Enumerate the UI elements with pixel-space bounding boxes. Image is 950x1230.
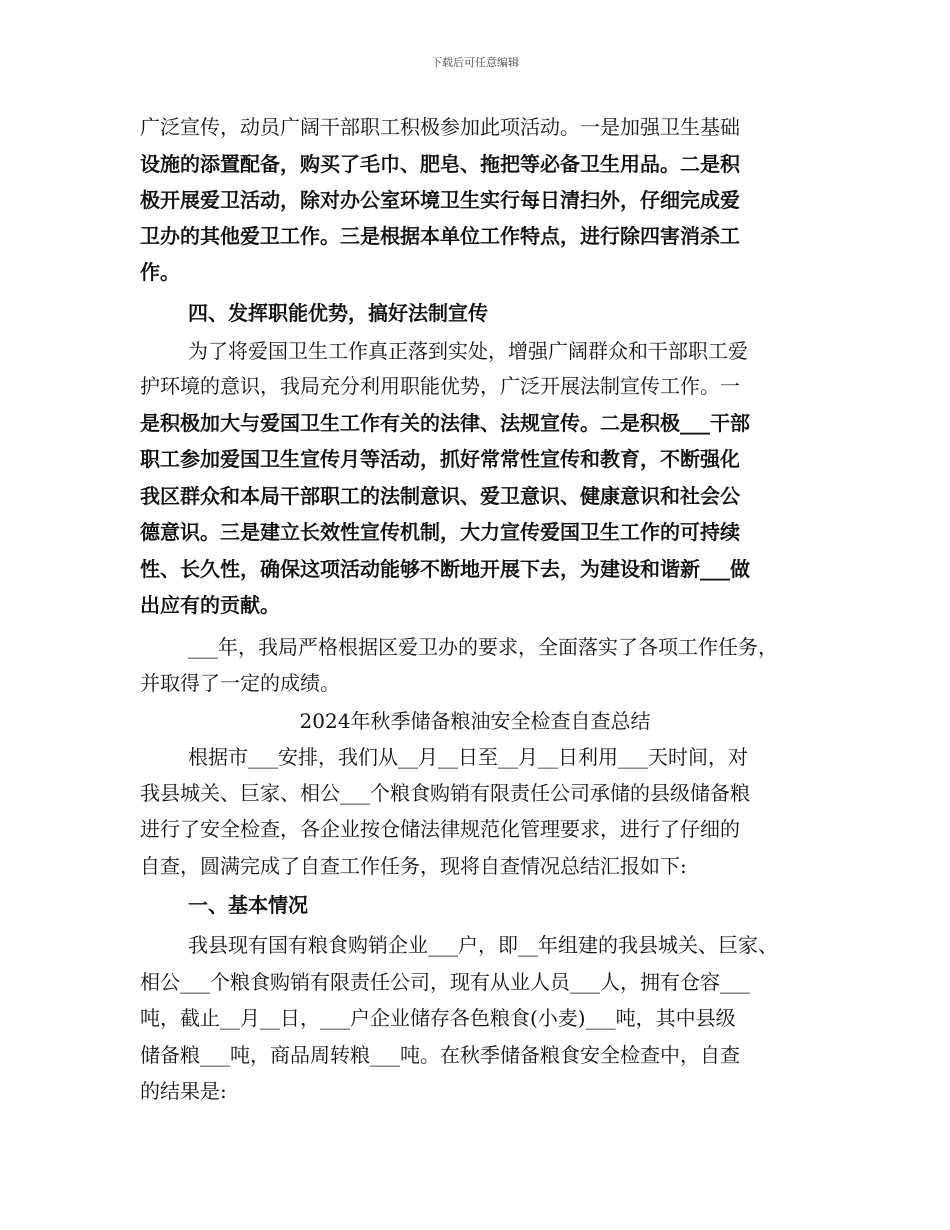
paragraph-line: 储备粮___吨，商品周转粮___吨。在秋季储备粮食安全检查中，自查 (140, 1043, 740, 1067)
paragraph-line: 我区群众和本局干部职工的法制意识、爱卫意识、健康意识和社会公 (140, 484, 740, 508)
paragraph-line: 根据市___安排，我们从__月__日至__月__日利用___天时间，对 (188, 745, 748, 769)
paragraph-line: 职工参加爱国卫生宣传月等活动，抓好常常性宣传和教育，不断强化 (140, 447, 740, 471)
paragraph-line: 设施的添置配备，购买了毛巾、肥皂、拖把等必备卫生用品。二是积 (140, 152, 740, 176)
paragraph-line: 为了将爱国卫生工作真正落到实处，增强广阔群众和干部职工爱 (188, 339, 748, 363)
paragraph-line: 德意识。三是建立长效性宣传机制，大力宣传爱国卫生工作的可持续 (140, 520, 740, 544)
paragraph-line: 出应有的贡献。 (140, 593, 280, 617)
paragraph-line: 自查，圆满完成了自查工作任务，现将自查情况总结汇报如下: (140, 854, 687, 878)
section-heading: 四、发挥职能优势，搞好法制宣传 (188, 301, 488, 325)
paragraph-line: 并取得了一定的成绩。 (140, 671, 340, 695)
paragraph-line: 进行了安全检查，各企业按仓储法律规范化管理要求，进行了仔细的 (140, 817, 740, 841)
paragraph-line: 作。 (140, 260, 180, 284)
paragraph-line: 相公___个粮食购销有限责任公司，现有从业人员___人，拥有仓容___ (140, 970, 750, 994)
paragraph-line: 极开展爱卫活动，除对办公室环境卫生实行每日清扫外，仔细完成爱 (140, 188, 740, 212)
paragraph-line: ___年，我局严格根据区爱卫办的要求，全面落实了各项工作任务， (188, 635, 778, 659)
paragraph-line: 我县城关、巨家、相公___个粮食购销有限责任公司承储的县级储备粮 (140, 781, 750, 805)
paragraph-line: 的结果是: (140, 1079, 227, 1103)
paragraph-line: 卫办的其他爱卫工作。三是根据本单位工作特点，进行除四害消杀工 (140, 224, 740, 248)
page-header: 下载后可任意编辑 (431, 56, 519, 69)
paragraph-line: 广泛宣传，动员广阔干部职工积极参加此项活动。一是加强卫生基础 (140, 115, 740, 139)
paragraph-line: 是积极加大与爱国卫生工作有关的法律、法规宣传。二是积极___干部 (140, 411, 750, 435)
paragraph-line: 我县现有国有粮食购销企业___户，即__年组建的我县城关、巨家、 (188, 933, 778, 957)
paragraph-line: 护环境的意识，我局充分利用职能优势，广泛开展法制宣传工作。一 (140, 374, 740, 398)
section-heading: 一、基本情况 (188, 893, 308, 917)
document-title: 2024年秋季储备粮油安全检查自查总结 (299, 709, 651, 733)
paragraph-line: 性、长久性，确保这项活动能够不断地开展下去，为建设和谐新___做 (140, 557, 750, 581)
paragraph-line: 吨，截止__月__日，___户企业储存各色粮食(小麦)___吨，其中县级 (140, 1006, 736, 1030)
